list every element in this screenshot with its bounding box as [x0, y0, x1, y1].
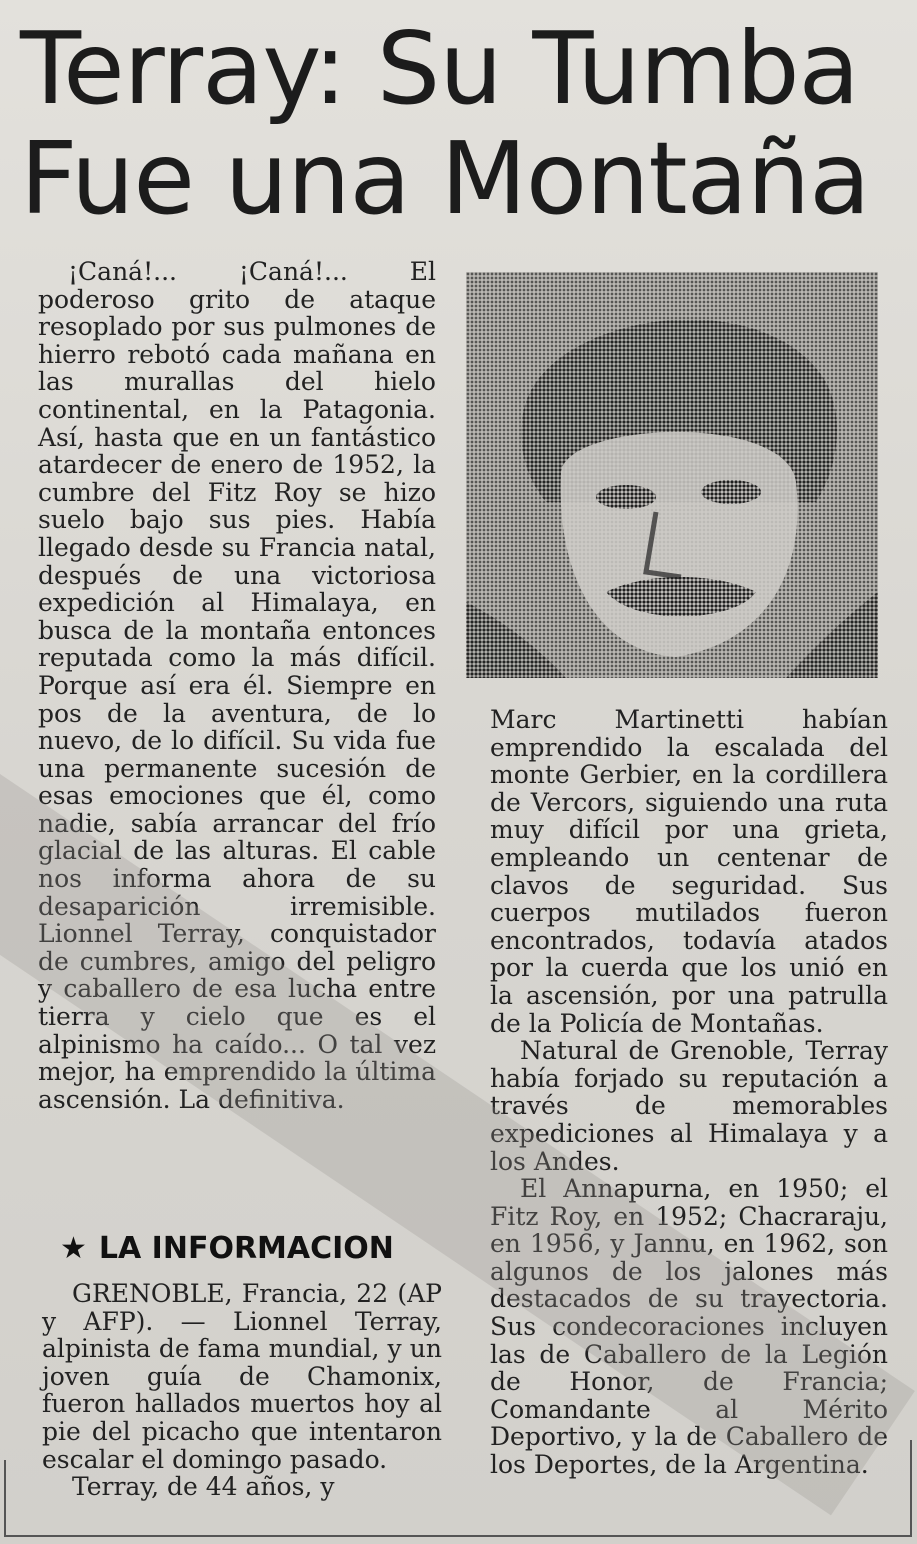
- portrait-photo: [466, 272, 878, 678]
- border-right: [910, 1440, 912, 1536]
- continued-paragraph-2: Natural de Grenoble, Terray había forjado su reputación a través de memorables expediciones al Himalaya y a los Andes.: [490, 1036, 888, 1176]
- continued-paragraph-3: El Annapurna, en 1950; el Fitz Roy, en 1952; Chacraraju, en 1956, y Jannu, en 1962, son algunos de los jalones más destacados de su trayectoria. Sus condecoraciones incluyen las de Caballero de la Legión de Honor, de Francia; Comandante al Mérito Deportivo, y la de Caballero de los Deportes, de la Argentina.: [490, 1174, 888, 1480]
- report-paragraph-1: GRENOBLE, Francia, 22 (AP y AFP). — Lionnel Terray, alpinista de fama mundial, y un joven guía de Chamonix, fueron hallados muertos hoy al pie del picacho que intentaron escalar el domingo pasado.: [42, 1279, 442, 1474]
- report-column: [42, 1280, 442, 1501]
- section-heading-text: LA INFORMACION: [98, 1231, 394, 1266]
- headline: Terray: Su Tumba Fue una Montaña: [20, 10, 870, 237]
- report-paragraph-2: Terray, de 44 años, y: [72, 1472, 335, 1502]
- portrait-illustration: [466, 272, 878, 678]
- star-icon: ★: [60, 1231, 87, 1266]
- section-heading: [60, 1232, 420, 1266]
- border-left: [4, 1460, 6, 1536]
- continued-paragraph-1: Marc Martinetti habían emprendido la escalada del monte Gerbier, en la cordillera de Vercors, siguiendo una ruta muy difícil por una grieta, empleando un centenar de clavos de seguridad. Sus cuerpos mutilados fueron encontrados, todavía atados por la cuerda que los unió en la ascensión, por una patrulla de la Policía de Montañas.: [490, 705, 888, 1038]
- intro-paragraph: ¡Caná!... ¡Caná!... El poderoso grito de ataque resoplado por sus pulmones de hierro rebotó cada mañana en las murallas del hielo continental, en la Patagonia. Así, hasta que en un fantástico atardecer de enero de 1952, la cumbre del Fitz Roy se hizo suelo bajo sus pies. Había llegado desde su Francia natal, después de una victoriosa expedición al Himalaya, en busca de la montaña entonces reputada como la más difícil. Porque así era él. Siempre en pos de la aventura, de lo nuevo, de lo difícil. Su vida fue una permanente sucesión de esas emociones que él, como nadie, sabía arrancar del frío glacial de las alturas. El cable nos informa ahora de su desaparición irremisible. Lionnel Terray, conquistador de cumbres, amigo del peligro y caballero de esa lucha entre tierra y cielo que es el alpinismo ha caído... O tal vez mejor, ha emprendido la última ascensión. La definitiva.: [38, 257, 436, 1114]
- border-bottom: [4, 1535, 912, 1537]
